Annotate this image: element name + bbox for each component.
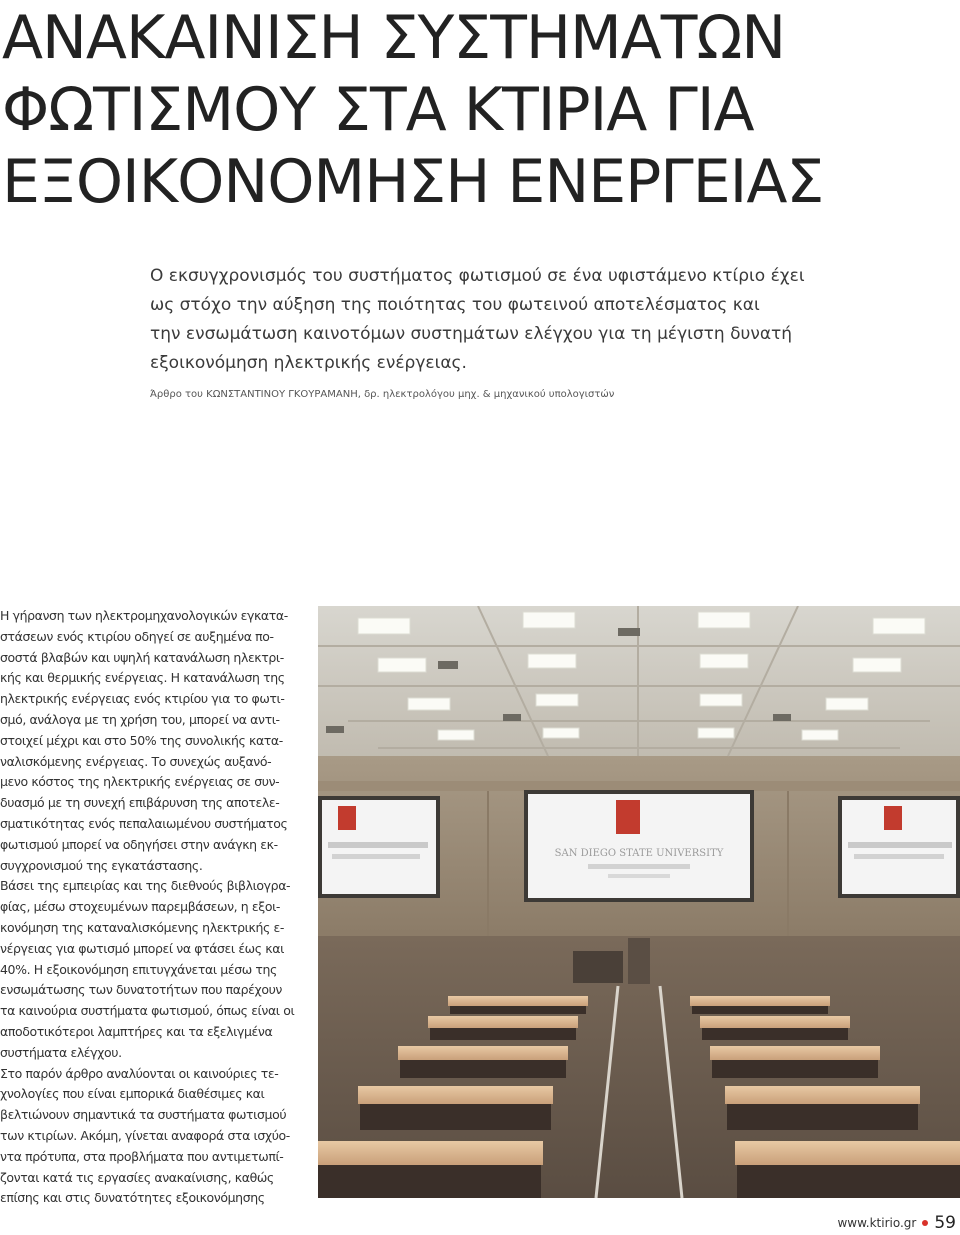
lead-line: Ο εκσυγχρονισμός του συστήματος φωτισμού σε ένα υφιστάμενο κτίριο έχει — [150, 266, 805, 286]
body-line: συγχρονισμού της εγκατάστασης. — [0, 857, 203, 873]
body-line: βελτιώνουν σημαντικά τα συστήματα φωτισμού — [0, 1107, 287, 1123]
body-line: συστήματα ελέγχου. — [0, 1044, 122, 1060]
title-line: ΑΝΑΚΑΙΝΙΣΗ ΣΥΣΤΗΜΑΤΩΝ — [2, 3, 786, 73]
lead-line: ως στόχο την αύξηση της ποιότητας του φωτεινού αποτελέσματος και — [150, 295, 760, 315]
body-line: χνολογίες που είναι εμπορικά διαθέσιμες και — [0, 1086, 265, 1102]
title-line: ΕΞΟΙΚΟΝΟΜΗΣΗ ΕΝΕΡΓΕΙΑΣ — [2, 147, 824, 217]
lead-line: εξοικονόμηση ηλεκτρικής ενέργειας. — [150, 353, 467, 373]
body-line: μενο κόστος της ηλεκτρικής ενέργειας σε συν- — [0, 774, 280, 790]
body-line: φωτισμού μπορεί να οδηγήσει στην ανάγκη εκ- — [0, 836, 278, 852]
body-line: σμό, ανάλογα με τη χρήση του, μπορεί να αντι- — [0, 711, 280, 727]
body-line: Βάσει της εμπειρίας και της διεθνούς βιβλιογρα- — [0, 878, 291, 894]
body-line: τα καινούρια συστήματα φωτισμού, όπως είναι οι — [0, 1003, 295, 1019]
body-line: ντα πρότυπα, στα προβλήματα που αντιμετωπί- — [0, 1148, 284, 1164]
article-title — [2, 2, 958, 218]
body-line: Η γήρανση των ηλεκτρομηχανολογικών εγκατα- — [0, 608, 288, 623]
body-line: στάσεων ενός κτιρίου οδηγεί σε αυξημένα πο- — [0, 628, 274, 644]
bullet-dot-icon — [922, 1220, 928, 1226]
body-line: φίας, μέσω στοχευμένων παρεμβάσεων, η εξοι- — [0, 899, 281, 915]
body-line: κής και θερμικής ενέργειας. Η κατανάλωση της — [0, 670, 285, 686]
body-line: Στο παρόν άρθρο αναλύονται οι καινούριες τε- — [0, 1065, 279, 1081]
page-footer — [837, 1212, 956, 1234]
body-line: σματικότητας ενός πεπαλαιωμένου συστήματος — [0, 815, 288, 831]
screen-title-text: SAN DIEGO STATE UNIVERSITY — [554, 848, 724, 859]
website-url: www.ktirio.gr — [837, 1216, 917, 1230]
body-line: των κτιρίων. Ακόμη, γίνεται αναφορά στα ισχύο- — [0, 1127, 290, 1143]
article-body — [0, 606, 306, 1209]
body-line: στοιχεί μέχρι και στο 50% της συνολικής κατα- — [0, 732, 283, 748]
body-line: επίσης και στις δυνατότητες εξοικονόμησης — [0, 1190, 265, 1206]
author-byline: Άρθρο του ΚΩΝΣΤΑΝΤΙΝΟΥ ΓΚΟΥΡΑΜΑΝΗ, δρ. ηλεκτρολόγου μηχ. & μηχανικού υπολογιστών — [150, 389, 615, 400]
body-line: δυασμό με τη συνεχή επιβάρυνση της αποτελε- — [0, 795, 280, 811]
body-line: ενσωμάτωσης των δυνατοτήτων που παρέχουν — [0, 982, 283, 998]
body-line: σοστά βλαβών και υψηλή κατανάλωση ηλεκτρι- — [0, 649, 284, 665]
body-line: αποδοτικότεροι λαμπτήρες και τα εξελιγμένα — [0, 1023, 273, 1039]
page-number: 59 — [934, 1213, 956, 1233]
article-lead — [150, 262, 850, 378]
title-line: ΦΩΤΙΣΜΟΥ ΣΤΑ ΚΤΙΡΙΑ ΓΙΑ — [2, 75, 754, 145]
body-line: ναλισκόμενης ενέργειας. Το συνεχώς αυξανό- — [0, 753, 272, 769]
body-line: 40%. Η εξοικονόμηση επιτυγχάνεται μέσω της — [0, 961, 277, 977]
lecture-hall-photo — [318, 606, 960, 1198]
lead-line: την ενσωμάτωση καινοτόμων συστημάτων ελέγχου για τη μέγιστη δυνατή — [150, 324, 793, 344]
body-line: νέργειας για φωτισμό μπορεί να φτάσει έως και — [0, 940, 284, 956]
body-line: ζονται κατά τις εργασίες ανακαίνισης, καθώς — [0, 1169, 274, 1185]
body-line: κονόμηση της καταναλισκόμενης ηλεκτρικής ε- — [0, 919, 284, 935]
body-line: ηλεκτρικής ενέργειας ενός κτιρίου για το φωτι- — [0, 691, 285, 707]
